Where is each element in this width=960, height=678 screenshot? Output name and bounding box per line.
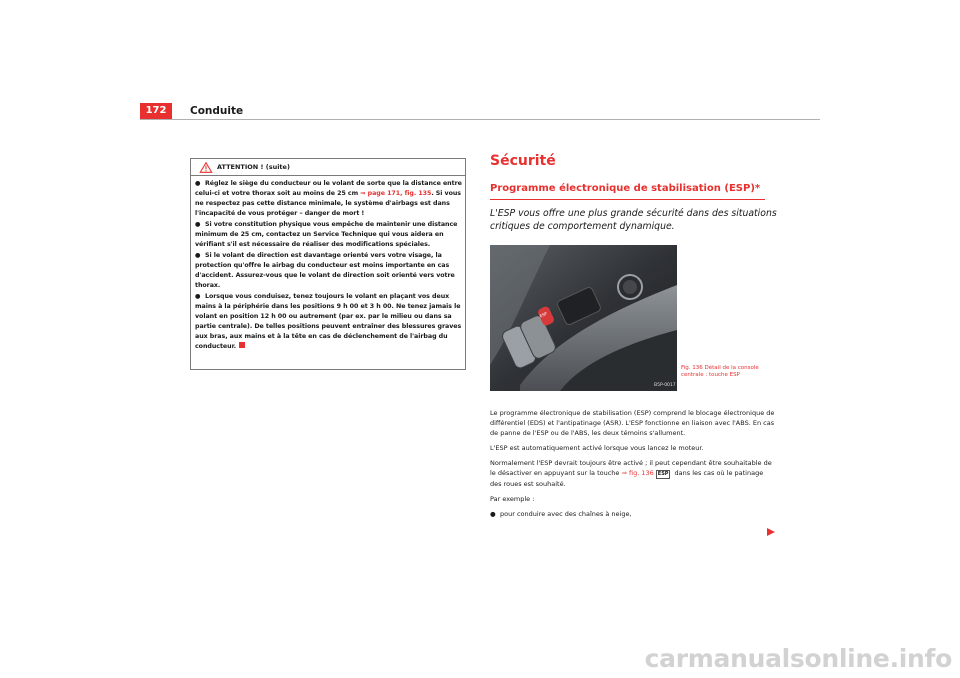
bullet-dot-icon: ● — [195, 180, 201, 187]
page-number: 172 — [140, 103, 172, 119]
subsection-heading — [490, 182, 765, 200]
subsection-title: Programme électronique de stabilisation (ESP)* — [490, 183, 761, 194]
warning-box — [190, 158, 466, 370]
esp-key-icon: ESP — [657, 471, 669, 477]
warning-bullet: ● Lorsque vous conduisez, tenez toujours le volant en plaçant vos deux mains à la périphérie dans les positions 9 h 00 et 3 h 00. Ne tenez jamais le volant en position 12 h 00 ou autrement (par ex. par le milieu ou dans sa partie centrale). De telles positions peuvent entraîner des blessures graves aux bras, aux mains et à la tête en cas de déclenchement de l'airbag du conducteur. — [195, 293, 462, 350]
paragraph: Par exemple : — [490, 495, 535, 503]
bullet-dot-icon: ● — [195, 293, 201, 300]
warning-triangle-icon — [199, 162, 213, 173]
warning-bullet: ● Réglez le siège du conducteur ou le volant de sorte que la distance entre celui-ci et votre thorax soit au moins de 25 cm ⇒ page 171, fig. 135. Si vous ne respectez pas cette distance minimale, le système d'airbags est dans l'incapacité de vous protéger – danger de mort ! — [195, 180, 462, 217]
warning-divider — [191, 175, 465, 176]
header-divider — [140, 119, 820, 120]
body-text — [490, 408, 776, 524]
paragraph: L'ESP est automatiquement activé lorsque vous lancez le moteur. — [490, 444, 704, 452]
warning-body — [195, 179, 463, 353]
console-photo — [490, 245, 677, 391]
cross-reference-link[interactable]: ⇒ page 171, fig. 135 — [360, 190, 432, 197]
bullet-dot-icon: ● — [195, 221, 201, 228]
bullet-dot-icon: ● — [195, 252, 201, 259]
warning-heading — [199, 161, 459, 173]
end-of-section-icon — [239, 342, 245, 348]
bullet-dot-icon: ● — [490, 510, 496, 518]
warning-bullet: ● Si votre constitution physique vous empêche de maintenir une distance minimum de 25 cm, contactez un Service Technique qui vous aidera en vérifiant s'il est nécessaire de réaliser des modifications spéciales. — [195, 221, 458, 248]
continue-arrow-icon — [766, 527, 776, 537]
warning-bullet: ● Si le volant de direction est davantage orienté vers votre visage, la protection qu'offre le airbag du conducteur est moins importante en cas d'accident. Assurez-vous que le volant de direction soit orienté vers votre thorax. — [195, 252, 455, 289]
intro-text: L'ESP vous offre une plus grande sécurité dans des situations critiques de comportement dynamique. — [490, 208, 777, 232]
watermark-text: carmanualsonline.info — [644, 644, 952, 673]
section-title: Conduite — [190, 105, 244, 117]
console-illustration — [490, 245, 677, 391]
figure-reference-link[interactable]: ⇒ fig. 136 — [621, 469, 654, 477]
page-header — [140, 103, 820, 119]
chapter-title: Sécurité — [490, 153, 556, 169]
right-column — [490, 152, 780, 170]
figure-caption: Fig. 136 Détail de la console centrale : touche ESP — [681, 365, 759, 378]
subsection-divider — [490, 199, 765, 200]
warning-heading-text: ATTENTION ! (suite) — [217, 163, 290, 171]
esp-button-label: ESP — [538, 310, 548, 319]
list-item: ● pour conduire avec des chaînes à neige, — [490, 510, 632, 518]
figure-code: B5P-0017 — [654, 383, 676, 388]
paragraph: Le programme électronique de stabilisation (ESP) comprend le blocage électronique de différentiel (EDS) et l'antipatinage (ASR). L'ESP fonctionne en liaison avec l'ABS. En cas de panne de l'ESP ou de l'ABS, les deux témoins s'allument. — [490, 409, 775, 437]
paragraph: Normalement l'ESP devrait toujours être activé ; il peut cependant être souhaitable de le désactiver en appuyant sur la touche ⇒ fig. 136 ESP dans les cas où le patinage des roues est souhaité. — [490, 459, 772, 488]
